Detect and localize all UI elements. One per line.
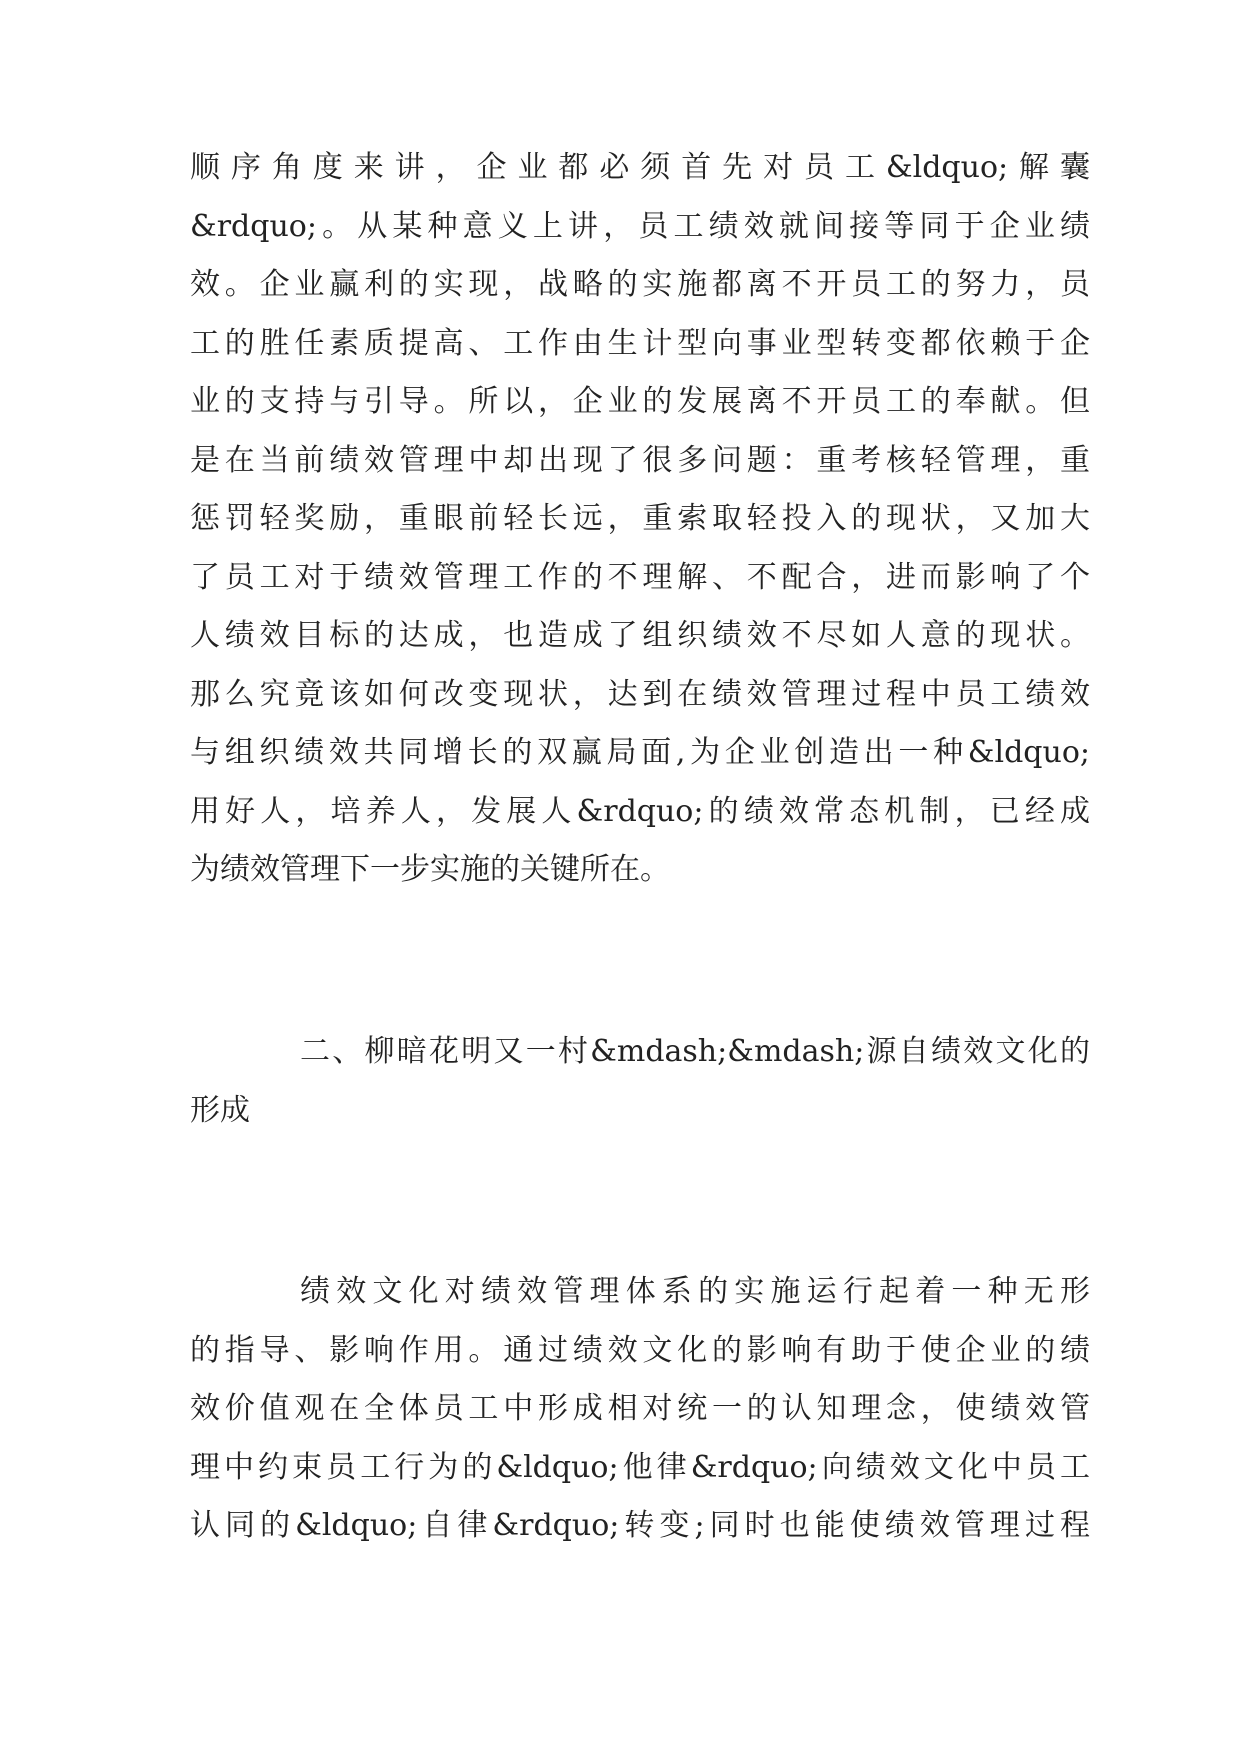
text-line: 那么究竟该如何改变现状，达到在绩效管理过程中员工绩效: [190, 677, 1090, 712]
text-line: 人绩效目标的达成，也造成了组织绩效不尽如人意的现状。: [190, 618, 1090, 653]
text-line: 认同的&ldquo;自律&rdquo;转变;同时也能使绩效管理过程: [190, 1508, 1090, 1543]
text-line: 是在当前绩效管理中却出现了很多问题：重考核轻管理，重: [190, 443, 1090, 478]
text-line: 惩罚轻奖励，重眼前轻长远，重索取轻投入的现状，又加大: [190, 501, 1090, 536]
heading-line: 二、柳暗花明又一村&mdash;&mdash;源自绩效文化的: [300, 1034, 1090, 1069]
text-line: 为绩效管理下一步实施的关键所在。: [190, 852, 670, 887]
text-line: 业的支持与引导。所以，企业的发展离不开员工的奉献。但: [190, 384, 1090, 419]
text-line: 效。企业赢利的实现，战略的实施都离不开员工的努力，员: [190, 267, 1090, 302]
heading-line: 形成: [190, 1093, 250, 1128]
text-line: 的指导、影响作用。通过绩效文化的影响有助于使企业的绩: [190, 1333, 1090, 1368]
text-line: &rdquo;。从某种意义上讲，员工绩效就间接等同于企业绩: [190, 209, 1090, 244]
text-line: 工的胜任素质提高、工作由生计型向事业型转变都依赖于企: [190, 326, 1090, 361]
text-line: 理中约束员工行为的&ldquo;他律&rdquo;向绩效文化中员工: [190, 1450, 1090, 1485]
text-line: 绩效文化对绩效管理体系的实施运行起着一种无形: [300, 1274, 1090, 1309]
text-line: 效价值观在全体员工中形成相对统一的认知理念，使绩效管: [190, 1391, 1090, 1426]
text-line: 顺序角度来讲，企业都必须首先对员工&ldquo;解囊: [190, 150, 1090, 185]
text-line: 了员工对于绩效管理工作的不理解、不配合，进而影响了个: [190, 560, 1090, 595]
text-line: 与组织绩效共同增长的双赢局面,为企业创造出一种&ldquo;: [190, 735, 1090, 770]
text-line: 用好人，培养人，发展人&rdquo;的绩效常态机制，已经成: [190, 794, 1090, 829]
